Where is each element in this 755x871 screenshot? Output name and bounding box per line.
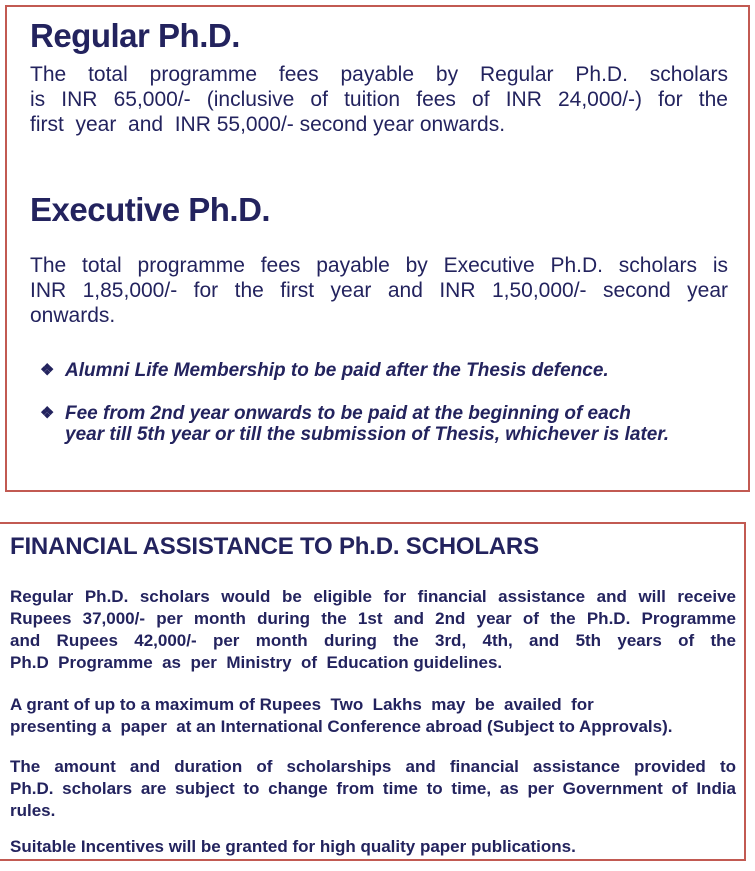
text-line: Regular Ph.D. scholars would be eligible for financial assistance and will receive [10,587,736,607]
bullet-text [65,360,609,381]
regular-phd-paragraph [30,62,728,137]
executive-phd-paragraph [30,253,728,328]
text-line: Fee from 2nd year onwards to be paid at the beginning of each [65,403,631,425]
text-line: first year and INR 55,000/- second year onwards. [30,112,506,136]
financial-assistance-box [0,522,746,861]
text-line: Rupees 37,000/- per month during the 1st and 2nd year of the Ph.D. Programme [10,609,736,629]
bullet-text [65,403,669,445]
text-line: A grant of up to a maximum of Rupees Two Lakhs may be availed for [10,695,594,715]
text-line: The total programme fees payable by Executive Ph.D. scholars is [30,254,728,278]
text-line: is INR 65,000/- (inclusive of tuition fees of INR 24,000/-) for the [30,87,728,111]
list-item-fee-schedule [40,403,728,445]
text-line: The amount and duration of scholarships and financial assistance provided to [10,757,736,777]
conference-grant-paragraph [10,694,736,738]
diamond-bullet-icon: ❖ [40,405,55,423]
phd-fees-box [5,5,750,492]
text-line: rules. [10,801,56,821]
text-line: Alumni Life Membership to be paid after the Thesis defence. [65,360,609,382]
text-line: year till 5th year or till the submission of Thesis, whichever is later. [65,424,669,446]
text-line: INR 1,85,000/- for the first year and INR 1,50,000/- second year [30,279,728,303]
list-item-alumni-membership [40,360,728,381]
text-line: Ph.D. scholars are subject to change from time to time, as per Government of India [10,779,736,799]
stipend-paragraph [10,586,736,674]
incentives-paragraph [10,836,736,858]
text-line: Ph.D Programme as per Ministry of Education guidelines. [10,653,503,673]
text-line: and Rupees 42,000/- per month during the 3rd, 4th, and 5th years of the [10,631,736,651]
scholarship-change-paragraph [10,756,736,822]
text-line: onwards. [30,304,116,328]
text-line: Suitable Incentives will be granted for high quality paper publications. [10,837,576,857]
financial-assistance-heading: FINANCIAL ASSISTANCE TO Ph.D. SCHOLARS [10,533,539,560]
diamond-bullet-icon: ❖ [40,362,55,380]
executive-phd-heading: Executive Ph.D. [30,190,271,228]
regular-phd-heading: Regular Ph.D. [30,17,240,54]
text-line: presenting a paper at an International Conference abroad (Subject to Approvals). [10,717,673,737]
fees-notes-list [30,360,728,445]
text-line: The total programme fees payable by Regular Ph.D. scholars [30,62,728,86]
